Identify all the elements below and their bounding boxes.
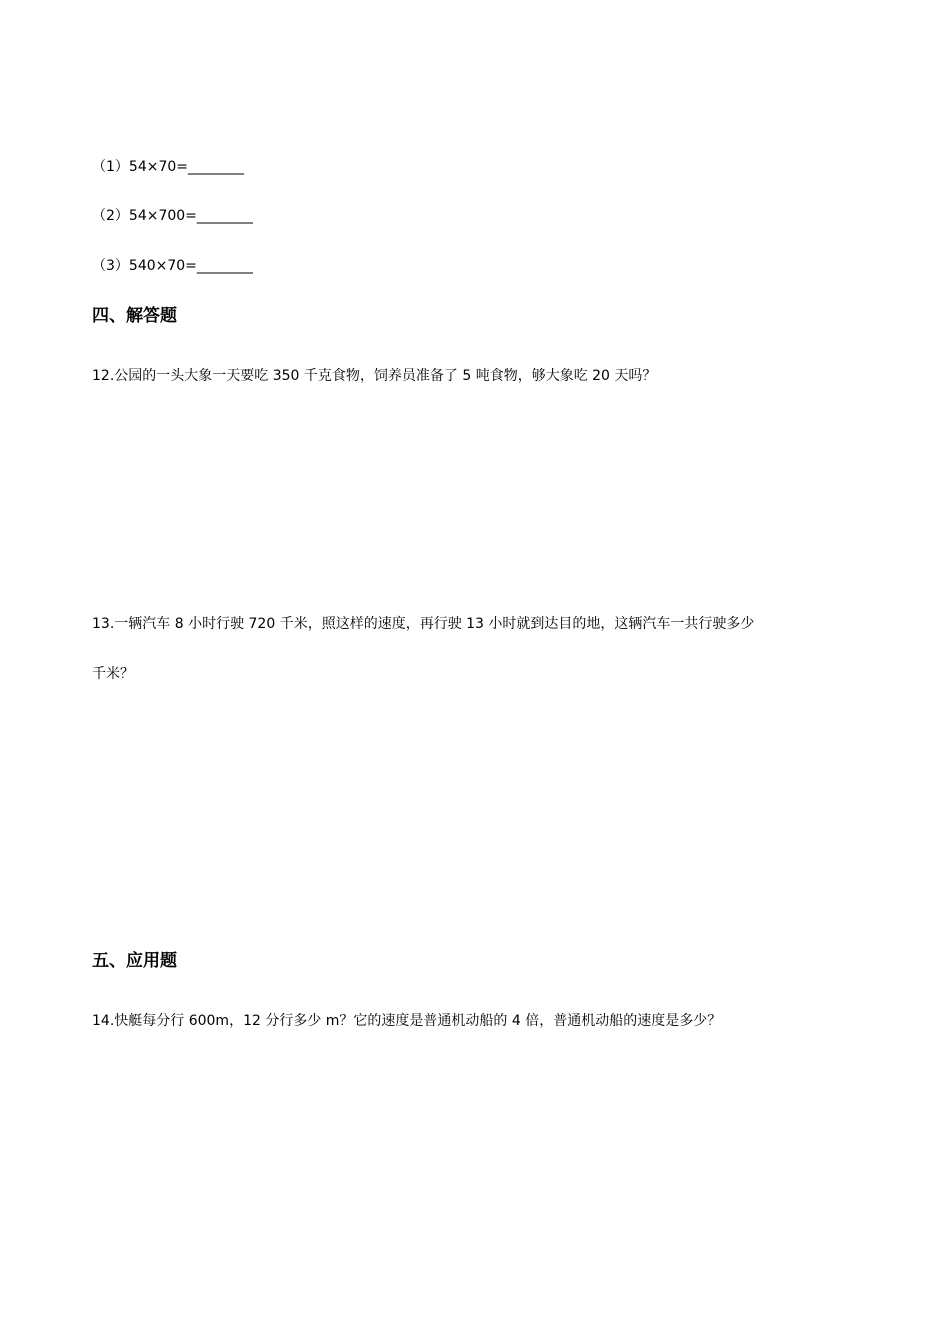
question-12: 12.公园的一头大象一天要吃 350 千克食物，饲养员准备了 5 吨食物，够大象吃 20 天吗？ bbox=[92, 368, 657, 384]
subquestion-1: （1）54×70=________ bbox=[92, 159, 244, 175]
question-14: 14.快艇每分行 600m，12 分行多少 m？它的速度是普通机动船的 4 倍，普通机动船的速度是多少？ bbox=[92, 1013, 722, 1029]
question-13-line-1: 13.一辆汽车 8 小时行驶 720 千米，照这样的速度，再行驶 13 小时就到达目的地，这辆汽车一共行驶多少 bbox=[92, 616, 755, 632]
subquestion-2: （2）54×700=________ bbox=[92, 208, 253, 224]
section-heading-answer-questions: 四、解答题 bbox=[92, 306, 177, 326]
question-13-line-2: 千米？ bbox=[92, 666, 134, 682]
subquestion-3: （3）540×70=________ bbox=[92, 258, 253, 274]
section-heading-application-questions: 五、应用题 bbox=[92, 951, 177, 971]
